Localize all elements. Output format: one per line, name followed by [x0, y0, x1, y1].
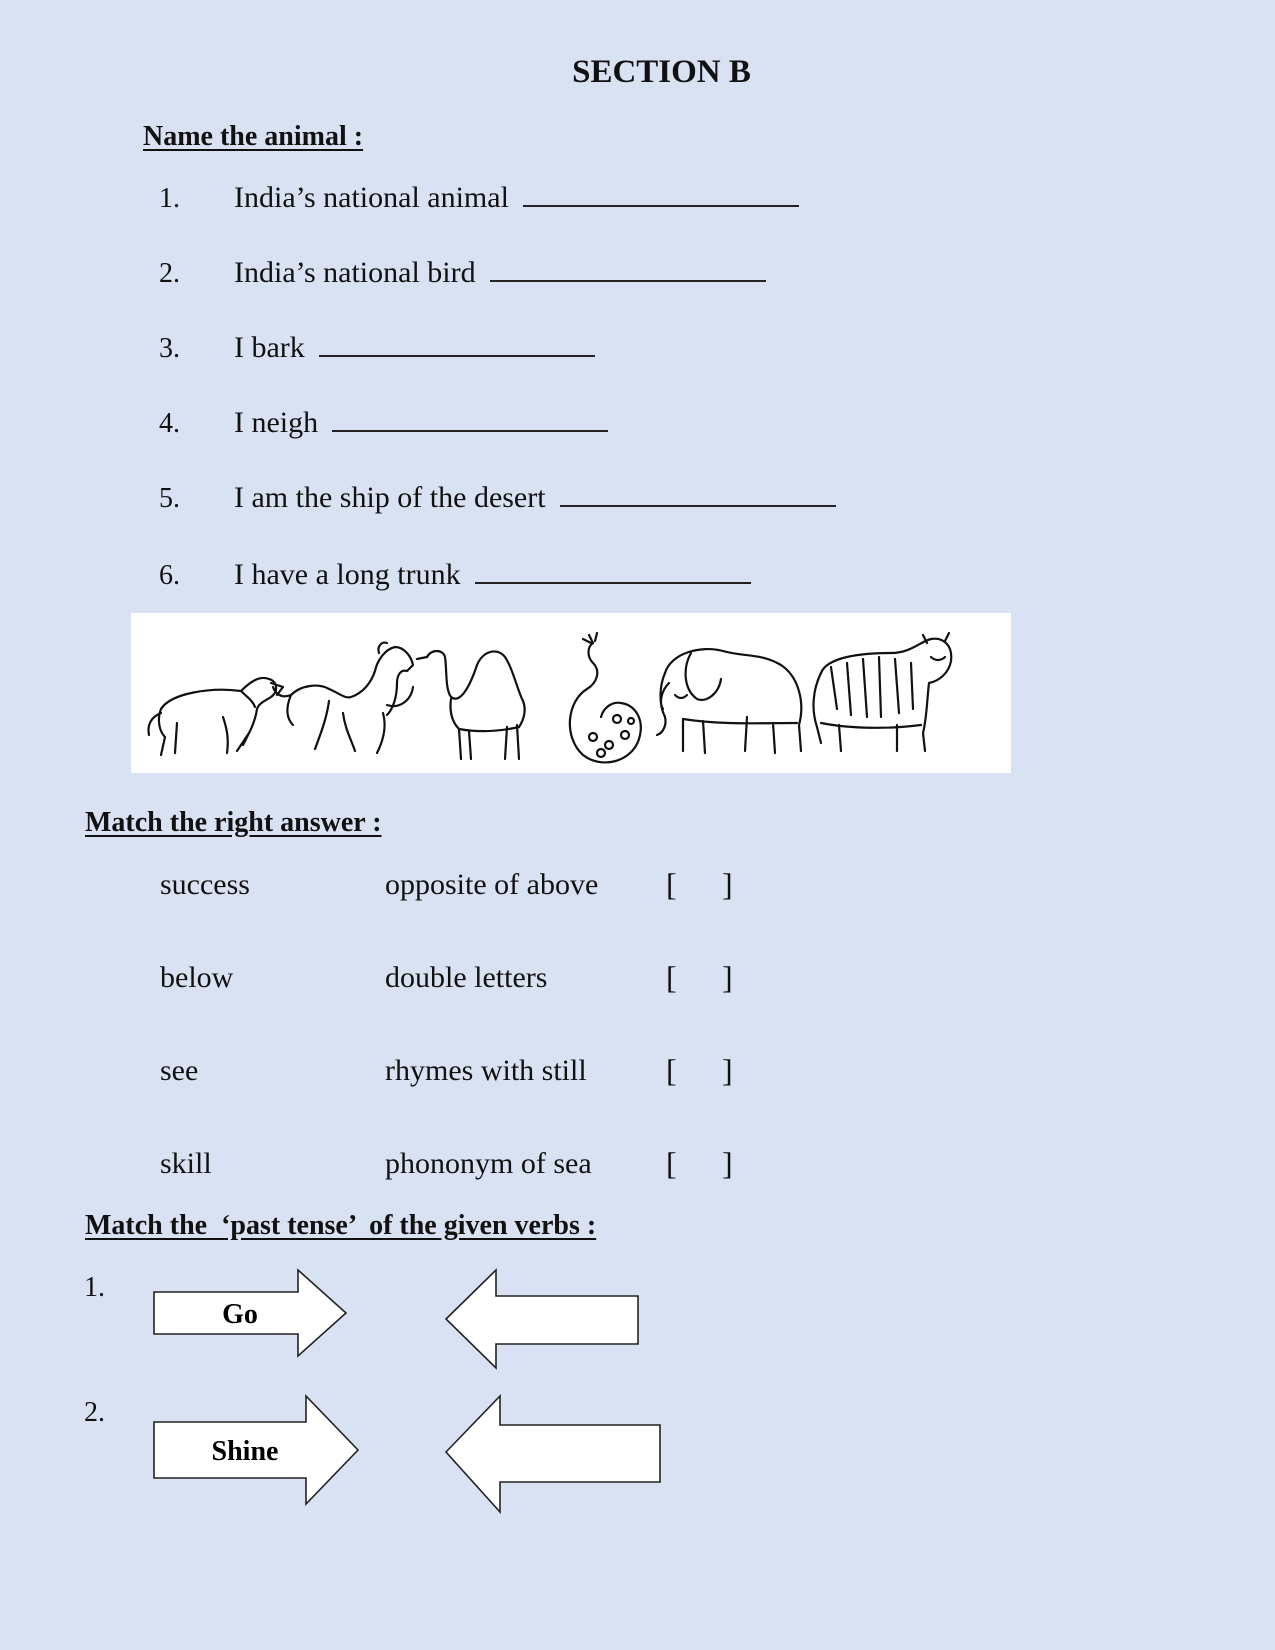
- peacock-icon: [570, 633, 641, 762]
- question-text: India’s national bird: [234, 256, 766, 290]
- answer-bracket-close: ]: [722, 959, 733, 995]
- answer-blank[interactable]: [475, 558, 751, 584]
- verb-number: 1.: [84, 1272, 105, 1303]
- question-number: 6.: [159, 560, 180, 591]
- answer-bracket-close: ]: [722, 1145, 733, 1181]
- verb-number: 2.: [84, 1397, 105, 1428]
- verb-label: Shine: [211, 1436, 279, 1467]
- answer-slot[interactable]: [682, 1145, 722, 1181]
- tiger-icon: [814, 633, 952, 751]
- question-number: 1.: [159, 183, 180, 214]
- answer-bracket-open: [: [666, 1052, 677, 1088]
- question-number: 3.: [159, 333, 180, 364]
- answer-slot[interactable]: [682, 1052, 722, 1088]
- answer-blank[interactable]: [523, 181, 799, 207]
- match-word: skill: [160, 1147, 212, 1180]
- match-clue: opposite of above: [385, 868, 599, 901]
- answer-arrow-left[interactable]: [444, 1268, 642, 1370]
- name-the-animal-heading: Name the animal :: [143, 121, 364, 152]
- dog-icon: [149, 678, 284, 755]
- question-text: I bark: [234, 331, 595, 365]
- verb-arrow-right: [150, 1394, 362, 1506]
- verb-arrow-right: [150, 1268, 350, 1358]
- match-clue: double letters: [385, 961, 548, 994]
- answer-bracket-open: [: [666, 866, 677, 902]
- answer-blank[interactable]: [490, 256, 766, 282]
- verb-label: Go: [222, 1299, 258, 1330]
- question-text: India’s national animal: [234, 181, 799, 215]
- question-number: 2.: [159, 258, 180, 289]
- question-number: 5.: [159, 483, 180, 514]
- elephant-icon: [657, 649, 801, 753]
- answer-bracket-close: ]: [722, 1052, 733, 1088]
- answer-bracket-open: [: [666, 959, 677, 995]
- past-tense-heading: Match the ‘past tense’ of the given verbs :: [85, 1210, 597, 1241]
- question-text: I neigh: [234, 406, 608, 440]
- answer-slot[interactable]: [682, 959, 722, 995]
- match-right-answer-heading: Match the right answer :: [85, 807, 382, 838]
- horse-icon: [273, 643, 413, 753]
- answer-blank[interactable]: [319, 331, 595, 357]
- answer-arrow-left[interactable]: [444, 1394, 664, 1514]
- question-text: I have a long trunk: [234, 558, 751, 592]
- answer-bracket-close: ]: [722, 866, 733, 902]
- answer-slot[interactable]: [682, 866, 722, 902]
- match-word: see: [160, 1054, 199, 1087]
- match-clue: phononym of sea: [385, 1147, 592, 1180]
- camel-icon: [417, 651, 525, 759]
- answer-blank[interactable]: [332, 406, 608, 432]
- question-number: 4.: [159, 408, 180, 439]
- answer-blank[interactable]: [560, 481, 836, 507]
- section-title: SECTION B: [572, 54, 751, 90]
- match-word: below: [160, 961, 234, 994]
- animal-pictures-strip: [131, 613, 1011, 773]
- match-word: success: [160, 868, 250, 901]
- answer-bracket-open: [: [666, 1145, 677, 1181]
- question-text: I am the ship of the desert: [234, 481, 836, 515]
- animal-drawings: [131, 613, 1011, 773]
- match-clue: rhymes with still: [385, 1054, 587, 1087]
